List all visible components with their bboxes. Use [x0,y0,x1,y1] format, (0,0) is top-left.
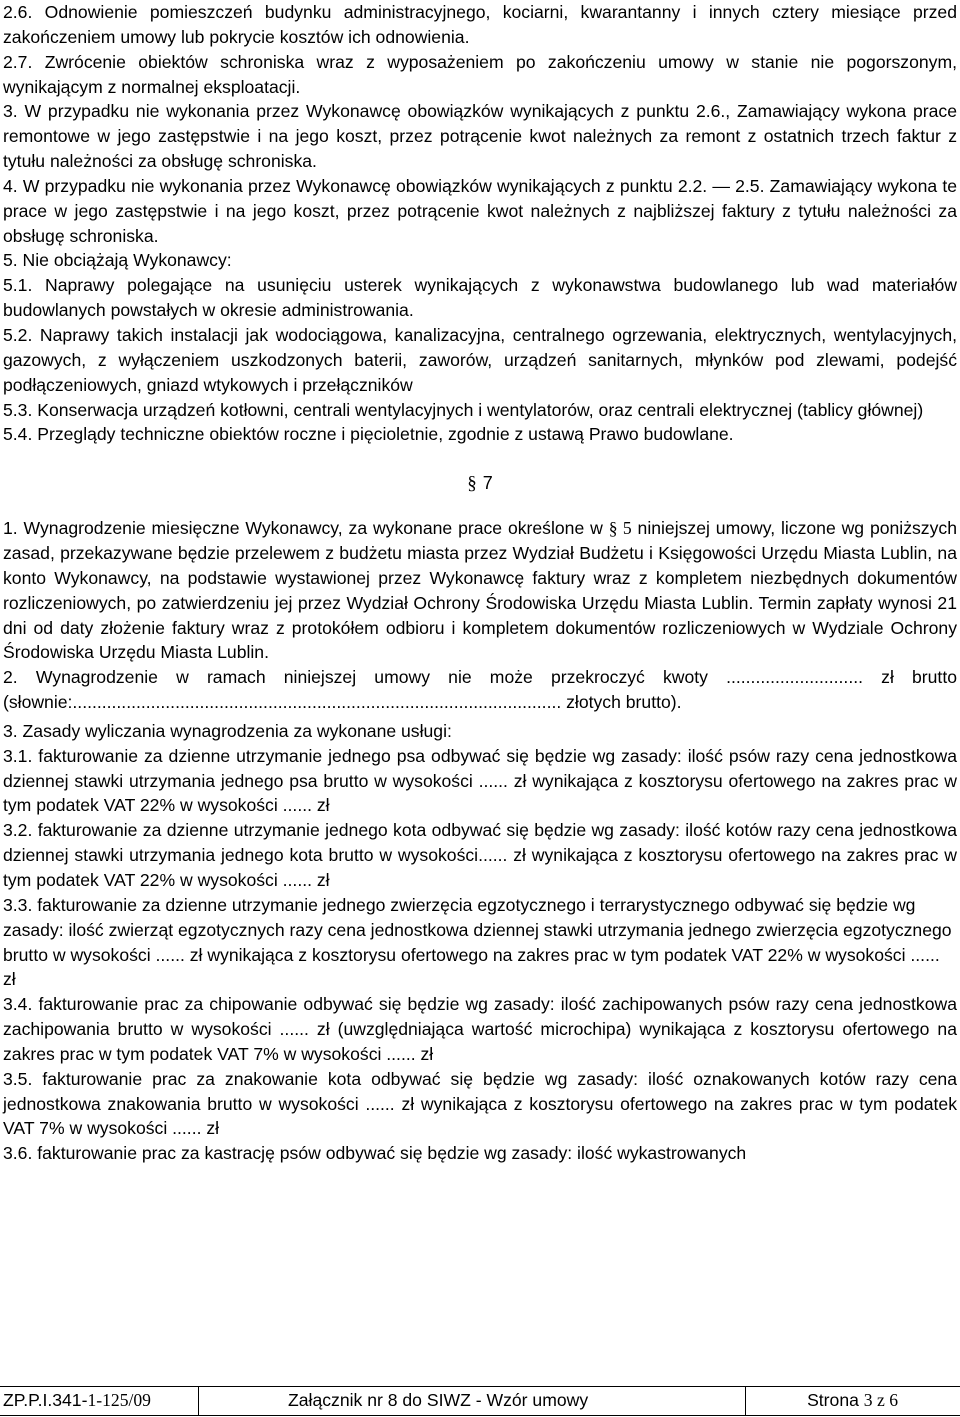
paragraph-2-max-amount: 2. Wynagrodzenie w ramach niniejszej umowy nie może przekroczyć kwoty ............................ zł brutto (słownie:.................................................................................................... złotych brutto). [3,667,957,713]
paragraph-4: 4. W przypadku nie wykonania przez Wykonawcę obowiązków wynikających z punktu 2.2. — 2.5. Zamawiający wykona te prace w jego zastępstwie i na jego koszt, przez potrącenie kwot należnych z najbliższej faktury z tytułu należności za obsługę schroniska. [3,175,957,246]
footer-divider [745,1387,746,1416]
footer-reference: ZP.P.I.341-1-125/09 [3,1390,151,1410]
paragraph-3-1: 3.1. fakturowanie za dzienne utrzymanie jednego psa odbywać się będzie wg zasady: ilość psów razy cena jednostkowa dziennej stawki utrzymania jednego psa brutto w wysokości ...... zł wynikająca z kosztorysu ofertowego na zakres prac w tym podatek VAT 22% w wysokości ...... zł [3,745,957,816]
section-reference: § 5 [608,518,632,539]
footer-title: Załącznik nr 8 do SIWZ - Wzór umowy [288,1390,589,1410]
document-page [3,0,957,1166]
footer-page-number: Strona 3 z 6 [807,1390,898,1410]
paragraph-1-remuneration: 1. Wynagrodzenie miesięczne Wykonawcy, za wykonane prace określone w § 5 niniejszej umowy, liczone wg poniższych zasad, przekazywane będzie przelewem z budżetu miasta przez Wydział Budżetu i Księgowości Urzędu Miasta Lublin, na konto Wykonawcy, na podstawie wystawionej przez Wykonawcę faktury wraz z kompletem niezbędnych dokumentów rozliczeniowych, po zatwierdzeniu jej przez Wydział Ochrony Środowiska Urzędu Miasta Lublin. Termin zapłaty wynosi 21 dni od daty złożenie faktury wraz z protokółem odbioru i kompletem dokumentów rozliczeniowych w Wydziale Ochrony Środowiska Urzędu Miasta Lublin. [3,518,957,663]
paragraph-3-4: 3.4. fakturowanie prac za chipowanie odbywać się będzie wg zasady: ilość zachipowanych psów razy cena jednostkowa zachipowania brutto w wysokości ...... zł (uwzględniająca wartość microchipa) wynikająca z kosztorysu ofertowego na zakres prac w tym podatek VAT 7% w wysokości ...... zł [3,994,957,1064]
section-number: 7 [482,473,493,494]
page-footer [0,1386,960,1416]
section-symbol: § [467,473,477,495]
section-heading [3,469,957,498]
paragraph-2-6: 2.6. Odnowienie pomieszczeń budynku administracyjnego, kociarni, kwarantanny i innych cztery miesiące przed zakończeniem umowy lub pokrycie kosztów ich odnowienia. [3,2,957,47]
paragraph-3-3: 3.3. fakturowanie za dzienne utrzymanie jednego zwierzęcia egzotycznego i terrarystycznego odbywać się będzie wg zasady: ilość zwierząt egzotycznych razy cena jednostkowa dziennej stawki utrzymania jednego zwierzęcia egzotycznego brutto w wysokości ...... zł wynikająca z kosztorysu ofertowego na zakres prac w tym podatek VAT 22% w wysokości ...... zł [3,894,952,990]
paragraph-3-rules: 3. Zasady wyliczania wynagrodzenia za wykonane usługi: [3,720,452,741]
paragraph-5-3: 5.3. Konserwacja urządzeń kotłowni, centrali wentylacyjnych i wentylatorów, oraz centrali elektrycznej (tablicy głównej) [3,399,924,420]
footer-divider [198,1387,199,1416]
paragraph-5-1: 5.1. Naprawy polegające na usunięciu usterek wynikających z wykonawstwa budowlanego lub wad materiałów budowlanych powstałych w okresie administrowania. [3,275,957,321]
paragraph-3-2: 3.2. fakturowanie za dzienne utrzymanie jednego kota odbywać się będzie wg zasady: ilość kotów razy cena jednostkowa dziennej stawki utrzymania jednego kota brutto w wysokości...... zł wynikająca z kosztorysu ofertowego na zakres prac w tym podatek VAT 22% w wysokości ...... zł [3,820,957,890]
paragraph-2-7: 2.7. Zwrócenie obiektów schroniska wraz z wyposażeniem po zakończeniu umowy w stanie nie pogorszonym, wynikającym z normalnej eksploatacji. [3,51,957,97]
paragraph-5-2: 5.2. Naprawy takich instalacji jak wodociągowa, kanalizacyjna, centralnego ogrzewania, elektrycznych, wentylacyjnych, gazowych, z wyłączeniem uszkodzonych baterii, zaworów, urządzeń sanitarnych, młynków pod zlewami, podejść podłączeniowych, gniazd wtykowych i przełączników [3,324,957,395]
paragraph-3: 3. W przypadku nie wykonania przez Wykonawcę obowiązków wynikających z punktu 2.6., Zamawiający wykona prace remontowe w jego zastępstwie i na jego koszt, przez potrącenie kwot należnych za remont z ostatnich trzech faktur z tytułu należności za obsługę schroniska. [3,101,957,172]
paragraph-3-5: 3.5. fakturowanie prac za znakowanie kota odbywać się będzie wg zasady: ilość oznakowanych kotów razy cena jednostkowa znakowania brutto w wysokości ...... zł wynikająca z kosztorysu ofertowego na zakres prac w tym podatek VAT 7% w wysokości ...... zł [3,1068,957,1139]
paragraph-5: 5. Nie obciążają Wykonawcy: [3,250,232,271]
paragraph-5-4: 5.4. Przeglądy techniczne obiektów roczne i pięcioletnie, zgodnie z ustawą Prawo budowlane. [3,424,734,445]
paragraph-3-6: 3.6. fakturowanie prac za kastrację psów odbywać się będzie wg zasady: ilość wykastrowanych [3,1143,747,1164]
